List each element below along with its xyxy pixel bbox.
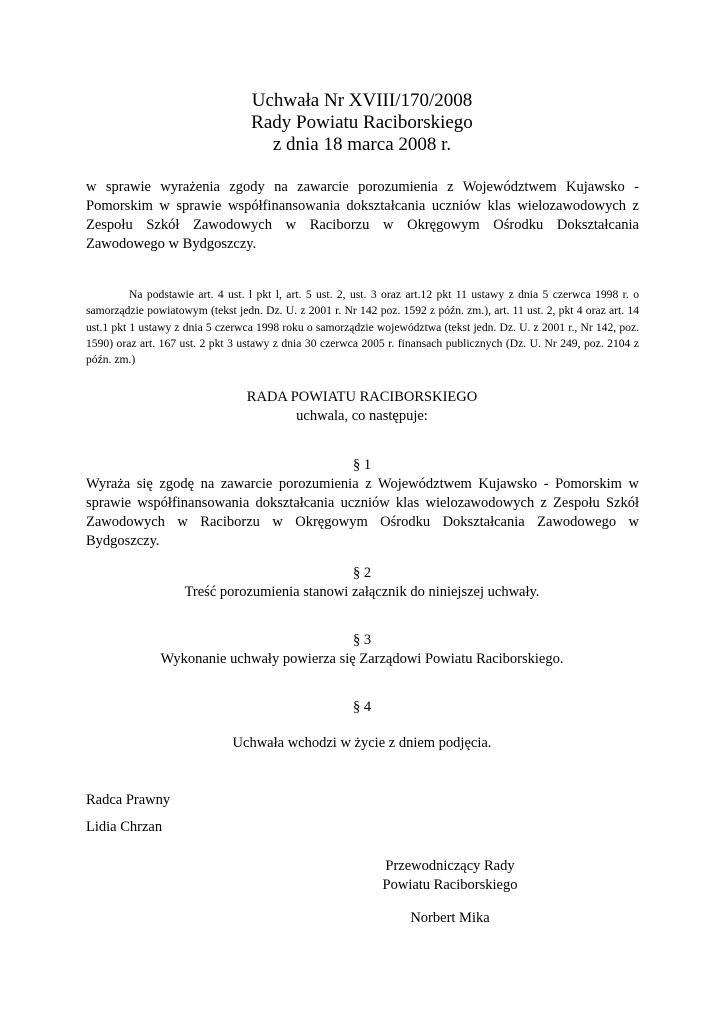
paragraph-3-symbol: § 3 <box>352 632 372 648</box>
chair-title-line1: Przewodniczący Rady <box>385 858 515 874</box>
paragraph-4-symbol: § 4 <box>352 699 372 715</box>
resolution-number: Uchwała Nr XVIII/170/2008 <box>251 90 473 111</box>
council-name: RADA POWIATU RACIBORSKIEGO <box>246 389 478 405</box>
paragraph-3-text: Wykonanie uchwały powierza się Zarządowi Powiatu Raciborskiego. <box>160 651 564 667</box>
legal-advisor-title: Radca Prawny <box>86 792 171 808</box>
chair-title-line2: Powiatu Raciborskiego <box>382 877 518 893</box>
resolution-date: z dnia 18 marca 2008 r. <box>272 134 452 155</box>
paragraph-1-symbol: § 1 <box>352 457 372 473</box>
chair-name: Norbert Mika <box>410 910 490 926</box>
paragraph-4-text: Uchwała wchodzi w życie z dniem podjęcia. <box>232 735 492 751</box>
paragraph-1-text: Wyraża się zgodę na zawarcie porozumienia z Województwem Kujawsko - Pomorskim w sprawie współfinansowania dokształcania uczniów klas wielozawodowych z Zespołu Szkół Zawodowych w Raciborzu w Okręgowym Ośrodku Dokształcania Zawodowego w Bydgoszczy. <box>86 476 639 549</box>
legal-basis: Na podstawie art. 4 ust. l pkt l, art. 5 ust. 2, ust. 3 oraz art.12 pkt 11 ustawy z dnia 5 czerwca 1998 r. o samorządzie powiatowym (tekst jedn. Dz. U. z 2001 r. Nr 142 poz. 1592 z późn. zm.), art. 11 ust. 2, pkt 4 oraz art. 14 ust.1 pkt 1 ustawy z dnia 5 czerwca 1998 roku o samorządzie województwa (tekst jedn. Dz. U. z 2001 r., Nr 142, poz. 1590) oraz art. 167 ust. 2 pkt 3 ustawy z dnia 30 czerwca 2005 r. finansach publicznych (Dz. U. Nr 249, poz. 2104 z późn. zm.) <box>86 288 639 367</box>
paragraph-2-symbol: § 2 <box>352 565 372 581</box>
resolution-subject: w sprawie wyrażenia zgody na zawarcie porozumienia z Województwem Kujawsko - Pomorskim w sprawie współfinansowania dokształcania uczniów klas wielozawodowych z Zespołu Szkół Zawodowych w Raciborzu w Okręgowym Ośrodku Dokształcania Zawodowego w Bydgoszczy. <box>86 179 639 252</box>
council-resolves: uchwala, co następuje: <box>296 408 428 424</box>
legal-advisor-name: Lidia Chrzan <box>86 819 163 835</box>
paragraph-2-text: Treść porozumienia stanowi załącznik do niniejszej uchwały. <box>184 584 540 600</box>
issuing-body: Rady Powiatu Raciborskiego <box>251 112 473 133</box>
